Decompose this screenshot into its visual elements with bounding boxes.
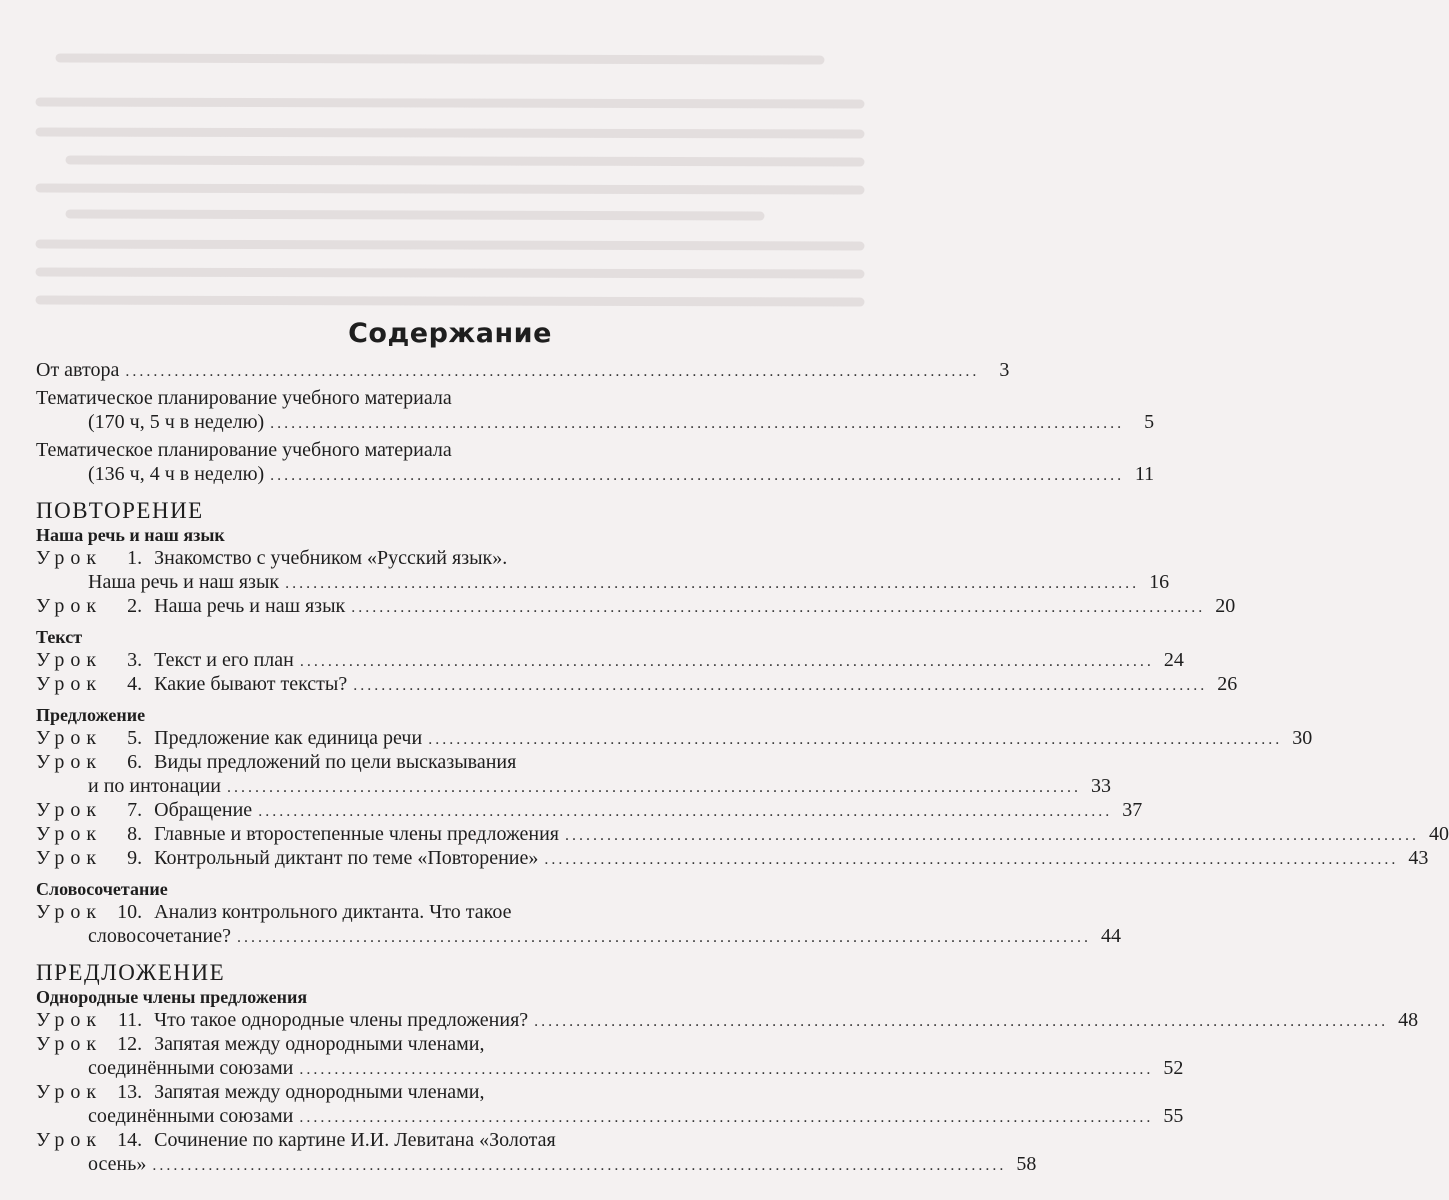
- lesson-label: Урок: [36, 547, 103, 569]
- lesson-label: Урок: [36, 649, 103, 671]
- lesson-number: 9.: [127, 847, 143, 869]
- toc-lesson-9[interactable]: [36, 846, 1429, 870]
- page-number: 33: [1090, 775, 1111, 797]
- leader-dots: ..........................................................................................................................: [299, 653, 1154, 670]
- page-number: 20: [1215, 595, 1236, 617]
- section-heading: ПОВТОРЕНИЕ: [36, 498, 204, 523]
- entry-text: Наша речь и наш язык: [88, 571, 280, 593]
- page-number: 24: [1163, 649, 1184, 671]
- leader-dots: ..........................................................................................................................: [351, 599, 1206, 616]
- entry-text: соединёнными союзами: [88, 1105, 294, 1127]
- leader-dots: ..........................................................................................................................: [299, 1061, 1154, 1078]
- lesson-number: 13.: [117, 1081, 143, 1103]
- section-heading: ПРЕДЛОЖЕНИЕ: [36, 960, 226, 985]
- leader-dots: ..........................................................................................................................: [565, 827, 1419, 844]
- leader-dots: ..........................................................................................................................: [270, 415, 1125, 432]
- subsection-title: Наша речь и наш язык: [36, 525, 225, 545]
- toc-lesson-1-cont[interactable]: [36, 570, 1170, 594]
- leader-dots: ..........................................................................................................................: [270, 467, 1125, 484]
- entry-text: (170 ч, 5 ч в неделю): [88, 411, 265, 433]
- entry-text: Что такое однородные члены предложения?: [154, 1009, 529, 1031]
- toc-entry-planning-136-line1[interactable]: [36, 438, 826, 462]
- entry-text: Обращение: [154, 799, 253, 821]
- entry-text: Анализ контрольного диктанта. Что такое: [154, 901, 512, 923]
- toc-entry-planning-136-line2[interactable]: [36, 462, 1155, 486]
- page-number: 55: [1163, 1105, 1184, 1127]
- subsection-title: Предложение: [36, 705, 146, 725]
- lesson-label: Урок: [36, 823, 103, 845]
- lesson-number: 2.: [127, 595, 143, 617]
- entry-text: Тематическое планирование учебного материала: [36, 387, 452, 409]
- toc-lesson-12[interactable]: [36, 1032, 826, 1056]
- leader-dots: ..........................................................................................................................: [285, 575, 1140, 592]
- toc-lesson-11[interactable]: [36, 1008, 1419, 1032]
- entry-text: Тематическое планирование учебного материала: [36, 439, 452, 461]
- leader-dots: ..........................................................................................................................: [236, 929, 1091, 946]
- entry-text: словосочетание?: [88, 925, 231, 947]
- entry-text: Какие бывают тексты?: [154, 673, 348, 695]
- toc-lesson-10-cont[interactable]: [36, 924, 1121, 948]
- page-number: 52: [1163, 1057, 1184, 1079]
- lesson-label: Урок: [36, 901, 103, 923]
- lesson-label: Урок: [36, 595, 103, 617]
- page-number: 3: [999, 359, 1010, 381]
- entry-text: Главные и второстепенные члены предложения: [154, 823, 559, 845]
- toc-entry-planning-170-line2[interactable]: [36, 410, 1155, 434]
- toc-lesson-8[interactable]: [36, 822, 1449, 846]
- page-title: Содержание: [348, 318, 552, 349]
- leader-dots: ..........................................................................................................................: [534, 1013, 1389, 1030]
- lesson-number: 6.: [127, 751, 143, 773]
- toc-lesson-14-cont[interactable]: [36, 1152, 1037, 1176]
- lesson-number: 14.: [117, 1129, 143, 1151]
- entry-text: Запятая между однородными членами,: [154, 1033, 485, 1055]
- toc-lesson-3[interactable]: [36, 648, 1184, 672]
- entry-text: соединёнными союзами: [88, 1057, 294, 1079]
- entry-text: осень»: [88, 1153, 147, 1175]
- toc-lesson-4[interactable]: [36, 672, 1238, 696]
- toc-entry-planning-170-line1[interactable]: [36, 386, 826, 410]
- entry-text: (136 ч, 4 ч в неделю): [88, 463, 265, 485]
- lesson-number: 8.: [127, 823, 143, 845]
- lesson-label: Урок: [36, 1081, 103, 1103]
- entry-text: Наша речь и наш язык: [154, 595, 346, 617]
- toc-lesson-6[interactable]: [36, 750, 826, 774]
- leader-dots: ..........................................................................................................................: [299, 1109, 1154, 1126]
- lesson-number: 1.: [127, 547, 143, 569]
- lesson-label: Урок: [36, 673, 103, 695]
- leader-dots: ..........................................................................................................................: [544, 851, 1399, 868]
- entry-text: Виды предложений по цели высказывания: [154, 751, 517, 773]
- page-number: 44: [1100, 925, 1121, 947]
- toc-lesson-13[interactable]: [36, 1080, 826, 1104]
- entry-text: От автора: [36, 359, 120, 381]
- page-number: 37: [1122, 799, 1143, 821]
- show-through-decoration: [0, 0, 900, 320]
- toc-lesson-7[interactable]: [36, 798, 1143, 822]
- leader-dots: ..........................................................................................................................: [258, 803, 1113, 820]
- subsection-title: Текст: [36, 627, 83, 647]
- toc-lesson-5[interactable]: [36, 726, 1313, 750]
- lesson-label: Урок: [36, 799, 103, 821]
- lesson-label: Урок: [36, 847, 103, 869]
- lesson-number: 3.: [127, 649, 143, 671]
- leader-dots: ..........................................................................................................................: [152, 1157, 1007, 1174]
- leader-dots: ..........................................................................................................................: [125, 363, 980, 380]
- toc-lesson-6-cont[interactable]: [36, 774, 1111, 798]
- page-number: 48: [1398, 1009, 1419, 1031]
- toc-lesson-1[interactable]: [36, 546, 826, 570]
- page-number: 16: [1149, 571, 1170, 593]
- page-number: 58: [1016, 1153, 1037, 1175]
- toc-lesson-14[interactable]: [36, 1128, 826, 1152]
- entry-text: и по интонации: [88, 775, 221, 797]
- subsection-title: Словосочетание: [36, 879, 168, 899]
- page-number: 5: [1144, 411, 1155, 433]
- entry-text: Запятая между однородными членами,: [154, 1081, 485, 1103]
- lesson-label: Урок: [36, 1129, 103, 1151]
- page-number: 43: [1408, 847, 1429, 869]
- lesson-number: 5.: [127, 727, 143, 749]
- lesson-label: Урок: [36, 751, 103, 773]
- toc-lesson-2[interactable]: [36, 594, 1236, 618]
- toc-lesson-10[interactable]: [36, 900, 826, 924]
- lesson-label: Урок: [36, 1009, 103, 1031]
- lesson-label: Урок: [36, 1033, 103, 1055]
- lesson-label: Урок: [36, 727, 103, 749]
- leader-dots: ..........................................................................................................................: [428, 731, 1283, 748]
- entry-text: Контрольный диктант по теме «Повторение»: [154, 847, 539, 869]
- leader-dots: ..........................................................................................................................: [226, 779, 1081, 796]
- table-of-contents: [36, 358, 1449, 1176]
- toc-lesson-12-cont[interactable]: [36, 1056, 1184, 1080]
- page-number: 11: [1134, 463, 1155, 485]
- entry-text: Текст и его план: [154, 649, 294, 671]
- lesson-number: 10.: [117, 901, 143, 923]
- leader-dots: ..........................................................................................................................: [353, 677, 1208, 694]
- lesson-number: 7.: [127, 799, 143, 821]
- page-number: 30: [1292, 727, 1313, 749]
- toc-entry-author[interactable]: [36, 358, 1010, 382]
- entry-text: Предложение как единица речи: [154, 727, 423, 749]
- page-number: 40: [1429, 823, 1449, 845]
- entry-text: Знакомство с учебником «Русский язык».: [154, 547, 508, 569]
- lesson-number: 12.: [117, 1033, 143, 1055]
- lesson-number: 11.: [117, 1009, 143, 1031]
- entry-text: Сочинение по картине И.И. Левитана «Золотая: [154, 1129, 556, 1151]
- page-number: 26: [1217, 673, 1238, 695]
- toc-lesson-13-cont[interactable]: [36, 1104, 1184, 1128]
- lesson-number: 4.: [127, 673, 143, 695]
- subsection-title: Однородные члены предложения: [36, 987, 308, 1007]
